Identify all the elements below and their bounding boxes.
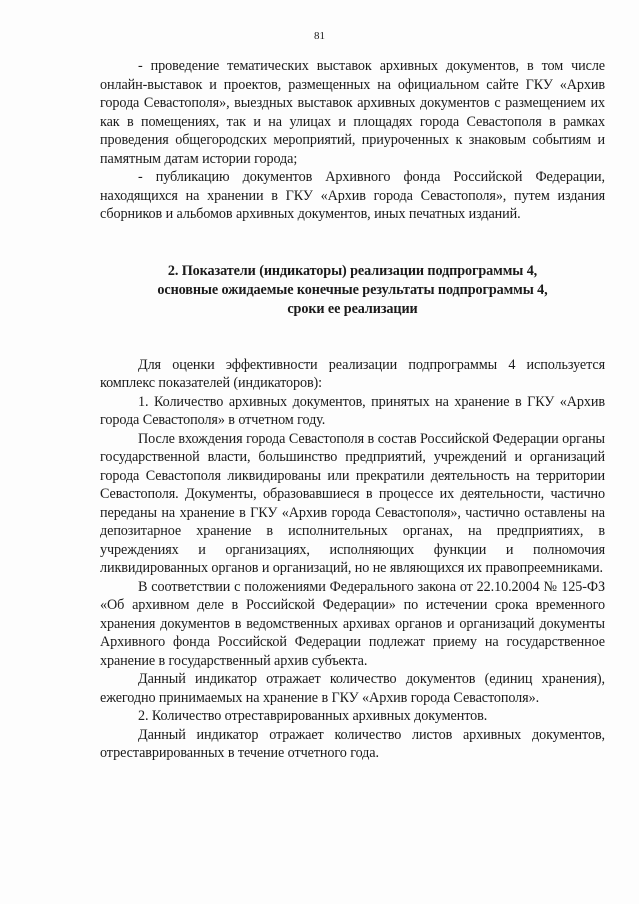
- section-title-line-3: сроки ее реализации: [287, 300, 418, 317]
- paragraph-indicator-1: 1. Количество архивных документов, принятых на хранение в ГКУ «Архив города Севастополя» в отчетном году.: [100, 393, 605, 428]
- section-title: [100, 262, 605, 319]
- paragraph-indicator-2-description: Данный индикатор отражает количество листов архивных документов, отреставрированных в течение отчетного года.: [100, 726, 605, 761]
- paragraph-indicator-1-description: Данный индикатор отражает количество документов (единиц хранения), ежегодно принимаемых на хранение в ГКУ «Архив города Севастополя».: [100, 671, 605, 706]
- paragraph-history: После вхождения города Севастополя в состав Российской Федерации органы государственной власти, большинство предприятий, учреждений и организаций города Севастополя ликвидированы или прекратили деятельность на территории Севастополя. Документы, образовавшиеся в процессе их деятельности, частично переданы на хранение в ГКУ «Архив города Севастополя», частично оставлены на депозитарное хранение в исполнительных органах, на предприятиях, в учреждениях и организациях, исполняющих функции и полномочия ликвидированных органов и организаций, но не являющихся их правопреемниками.: [100, 430, 605, 576]
- document-body: [100, 57, 605, 763]
- page-number: 81: [314, 30, 325, 42]
- bullet-publications: - публикацию документов Архивного фонда Российской Федерации, находящихся на хранении в ГКУ «Архив города Севастополя», путем издания сборников и альбомов архивных документов, иных печатных изданий.: [100, 169, 605, 222]
- section-title-line-1: 2. Показатели (индикаторы) реализации подпрограммы 4,: [167, 262, 538, 279]
- paragraph-intro: Для оценки эффективности реализации подпрограммы 4 используется комплекс показателей (индикаторов):: [100, 356, 605, 391]
- bullet-exhibitions: - проведение тематических выставок архивных документов, в том числе онлайн-выставок и проектов, размещенных на официальном сайте ГКУ «Архив города Севастополя», выездных выставок архивных документов с размещением их как в помещениях, так и на улицах и площадях города Севастополя в рамках проведения общегородских мероприятий, приуроченных к знаковым событиям и памятным датам истории города;: [100, 58, 605, 167]
- paragraph-law: В соответствии с положениями Федерального закона от 22.10.2004 № 125-ФЗ «Об архивном деле в Российской Федерации» по истечении срока временного хранения документов в ведомственных архивах органов и организаций документы Архивного фонда Российской Федерации подлежат приему на государственное хранение в государственный архив субъекта.: [100, 578, 605, 669]
- section-title-line-2: основные ожидаемые конечные результаты подпрограммы 4,: [157, 281, 548, 298]
- paragraph-indicator-2: 2. Количество отреставрированных архивных документов.: [138, 708, 488, 724]
